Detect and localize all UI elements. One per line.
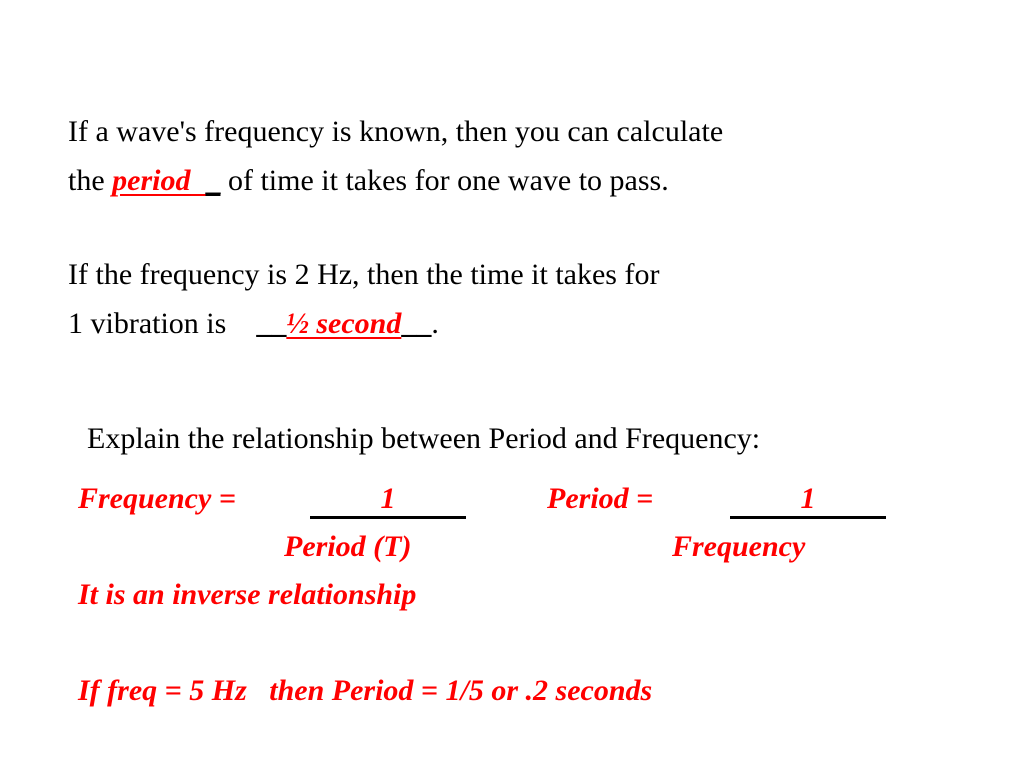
section2-line2-prefix: 1 vibration is — [68, 307, 227, 340]
frequency-formula-label: Frequency = — [78, 482, 236, 515]
example-part1: If freq = 5 Hz — [78, 674, 247, 707]
period-formula-numerator: 1 — [730, 482, 886, 519]
section2-line1: If the frequency is 2 Hz, then the time it takes for — [68, 258, 660, 291]
example-part2: then Period = 1/5 or .2 seconds — [269, 674, 653, 707]
section2-line2-suffix: . — [431, 307, 439, 340]
frequency-formula-numerator: 1 — [310, 482, 466, 519]
period-answer-blank: period _ — [112, 164, 221, 197]
section1-line1: If a wave's frequency is known, then you can calculate — [68, 115, 724, 148]
period-answer: period — [112, 164, 191, 197]
period-formula-label: Period = — [547, 482, 654, 515]
period-formula-denominator: Frequency — [672, 530, 806, 563]
vibration-answer: ½ second — [286, 307, 402, 340]
section1-line2 — [68, 164, 669, 198]
inverse-relationship-statement: It is an inverse relationship — [78, 578, 417, 611]
example-calculation — [78, 674, 652, 708]
section2-line2: 1 vibration is __½ second__. — [68, 307, 439, 340]
frequency-formula-denominator: Period (T) — [284, 530, 412, 563]
relationship-prompt: Explain the relationship between Period and Frequency: — [87, 422, 761, 455]
section1-line2-prefix: the — [68, 164, 113, 197]
section1-line2-suffix: of time it takes for one wave to pass. — [220, 164, 669, 197]
